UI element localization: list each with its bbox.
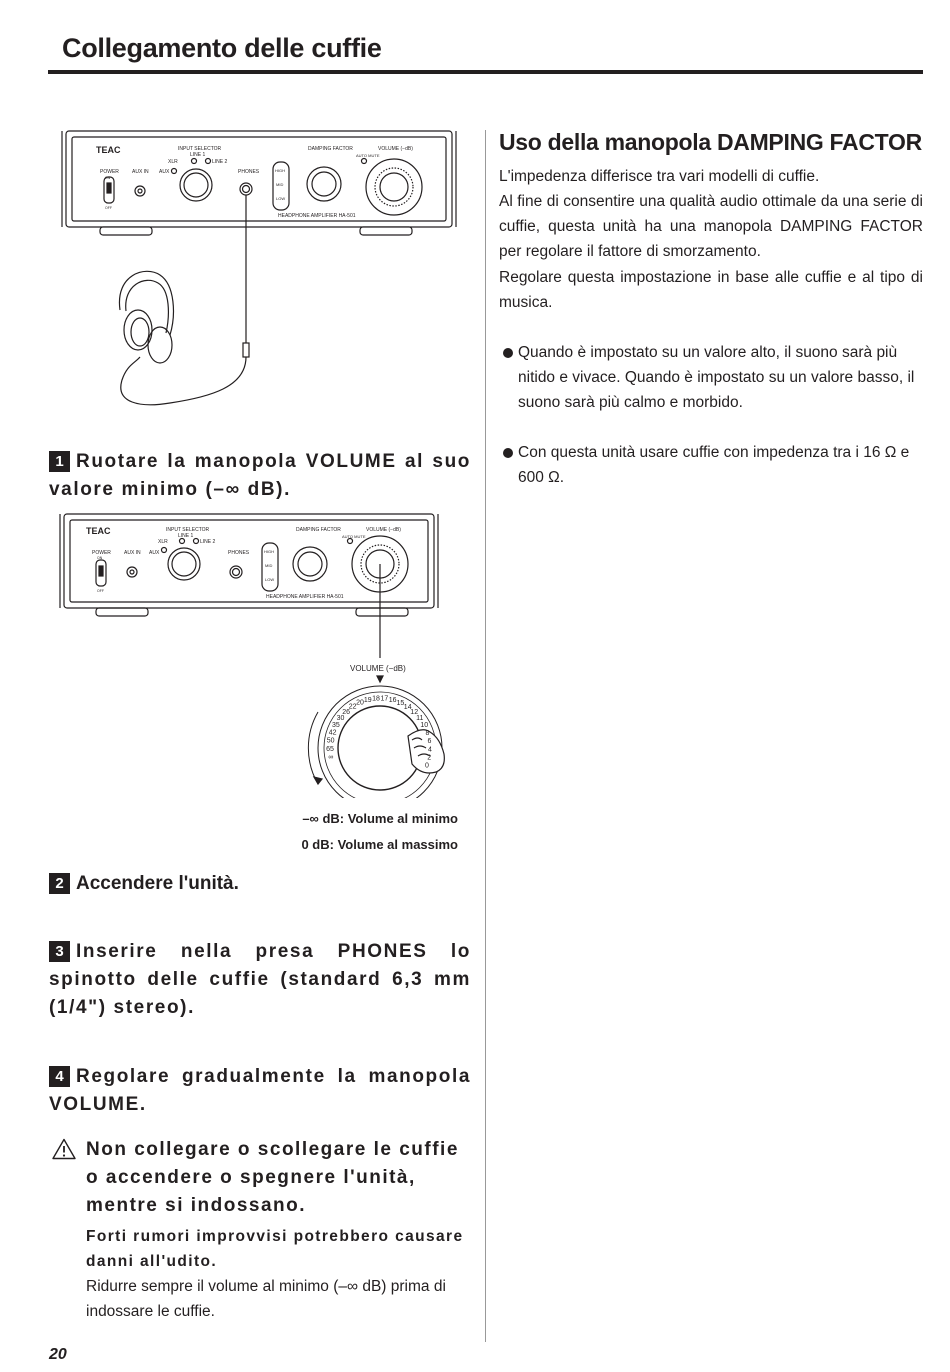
xlr-label: XLR: [158, 539, 168, 545]
volume-scale-mark: 50: [326, 737, 335, 745]
warning-heading: Non collegare o scollegare le cuffie o accendere o spegnere l'unità, mentre si indossano.: [86, 1139, 459, 1216]
off-label: OFF: [105, 206, 112, 210]
volume-scale-mark: 4: [428, 746, 432, 754]
step-2: [49, 870, 471, 898]
step-number: 3: [49, 941, 70, 962]
section-heading: Uso della manopola DAMPING FACTOR: [499, 129, 922, 155]
volume-scale-mark: 12: [410, 709, 419, 716]
xlr-label: XLR: [168, 159, 178, 165]
step-1: [49, 448, 471, 504]
bullet-item: [503, 440, 923, 490]
volume-closeup-label: VOLUME (−dB): [350, 664, 406, 673]
volume-scale-mark: 19: [363, 697, 372, 704]
title-rule: [48, 70, 923, 74]
bullet-text: Quando è impostato su un valore alto, il suono sarà più nitido e vivace. Quando è impostato su un valore basso, il suono sarà più calmo e morbido.: [518, 344, 915, 411]
step-4: [49, 1063, 471, 1119]
high-label: HIGH: [275, 168, 285, 173]
warning-icon: [52, 1138, 76, 1160]
volume-scale-mark: 2: [427, 754, 432, 762]
volume-scale-mark: 35: [332, 721, 340, 729]
aux-label: AUX: [159, 169, 170, 175]
volume-scale-mark: 18: [372, 695, 380, 703]
volume-scale-mark: 11: [416, 715, 424, 723]
step-number: 2: [49, 873, 70, 894]
volume-scale-mark: 20: [356, 699, 364, 707]
brand-logo: TEAC: [96, 145, 121, 155]
volume-scale-mark: 30: [336, 714, 345, 722]
volume-label: VOLUME (−dB): [378, 146, 413, 152]
warning-subheading: Forti rumori improvvisi potrebbero causare danni all'udito.: [86, 1228, 464, 1270]
off-label: OFF: [97, 589, 104, 593]
volume-scale-mark: 17: [380, 695, 389, 703]
volume-knob-illustration: [56, 508, 446, 798]
high-label: HIGH: [264, 549, 274, 554]
model-label: HEADPHONE AMPLIFIER HA-501: [278, 213, 356, 219]
volume-label: VOLUME (−dB): [366, 527, 401, 533]
on-label: ON: [97, 556, 103, 560]
section-paragraph-3: Regolare questa impostazione in base alle cuffie e al tipo di musica.: [499, 269, 923, 311]
bullet-text: Con questa unità usare cuffie con impedenza tra i 16 Ω e 600 Ω.: [518, 444, 910, 486]
aux-label: AUX: [149, 550, 160, 556]
warning-body: Ridurre sempre il volume al minimo (–∞ dB) prima di indossare le cuffie.: [86, 1278, 446, 1320]
mid-label: MID: [265, 563, 273, 568]
input-selector-label: INPUT SELECTOR: [178, 146, 222, 152]
section-paragraph-2: Al fine di consentire una qualità audio ottimale da una serie di cuffie, questa unità ha una manopola DAMPING FACTOR per regolare il fattore di smorzamento.: [499, 193, 923, 260]
low-label: LOW: [265, 577, 275, 582]
line1-label: LINE 1: [190, 152, 206, 158]
device-headphones-illustration: [60, 125, 460, 410]
aux-in-label: AUX IN: [132, 169, 149, 175]
column-divider: [485, 130, 486, 1342]
power-label: POWER: [92, 550, 111, 556]
volume-scale-mark: 26: [342, 708, 350, 716]
volume-scale-mark: 6: [427, 738, 432, 745]
low-label: LOW: [276, 196, 286, 201]
model-label: HEADPHONE AMPLIFIER HA-501: [266, 594, 344, 600]
volume-scale-mark: 16: [388, 697, 397, 705]
volume-scale-mark: 65: [326, 745, 334, 753]
volume-scale-mark: 8: [425, 729, 430, 737]
page-title: Collegamento delle cuffie: [62, 33, 382, 63]
step-3: [49, 938, 471, 1022]
step-number: 1: [49, 451, 70, 472]
mid-label: MID: [276, 182, 284, 187]
section-paragraph-1: L'impedenza differisce tra vari modelli di cuffie.: [499, 168, 820, 185]
legend-max: 0 dB: Volume al massimo: [301, 837, 458, 852]
bullet-dot-icon: [503, 448, 513, 458]
step-number: 4: [49, 1066, 70, 1087]
volume-scale-mark: 15: [396, 699, 405, 707]
bullet-dot-icon: [503, 348, 513, 358]
phones-label: PHONES: [238, 169, 260, 175]
line1-label: LINE 1: [178, 533, 194, 539]
volume-scale-mark: 0: [425, 762, 429, 770]
step-text: Inserire nella presa PHONES lo spinotto delle cuffie (standard 6,3 mm (1/4") stereo).: [49, 941, 471, 1018]
brand-logo: TEAC: [86, 526, 111, 536]
volume-scale-mark: 42: [328, 729, 337, 737]
damping-factor-label: DAMPING FACTOR: [296, 527, 341, 533]
volume-scale-mark: 10: [420, 722, 429, 730]
page-number: 20: [49, 1346, 67, 1363]
aux-in-label: AUX IN: [124, 550, 141, 556]
step-text: Ruotare la manopola VOLUME al suo valore minimo (–∞ dB).: [49, 451, 471, 500]
step-text: Regolare gradualmente la manopola VOLUME.: [49, 1066, 471, 1115]
volume-scale-mark: 14: [403, 703, 412, 711]
auto-mute-label: AUTO MUTE: [356, 153, 380, 158]
damping-factor-label: DAMPING FACTOR: [308, 146, 353, 152]
on-label: ON: [105, 176, 111, 180]
auto-mute-label: AUTO MUTE: [342, 534, 366, 539]
power-label: POWER: [100, 169, 119, 175]
step-text: Accendere l'unità.: [76, 873, 239, 894]
line2-label: LINE 2: [212, 159, 228, 165]
legend-min: –∞ dB: Volume al minimo: [302, 811, 458, 826]
input-selector-label: INPUT SELECTOR: [166, 527, 210, 533]
phones-label: PHONES: [228, 550, 250, 556]
volume-scale-mark: ∞: [328, 754, 334, 762]
bullet-item: [503, 340, 923, 415]
volume-scale-mark: 22: [348, 703, 357, 711]
line2-label: LINE 2: [200, 539, 216, 545]
